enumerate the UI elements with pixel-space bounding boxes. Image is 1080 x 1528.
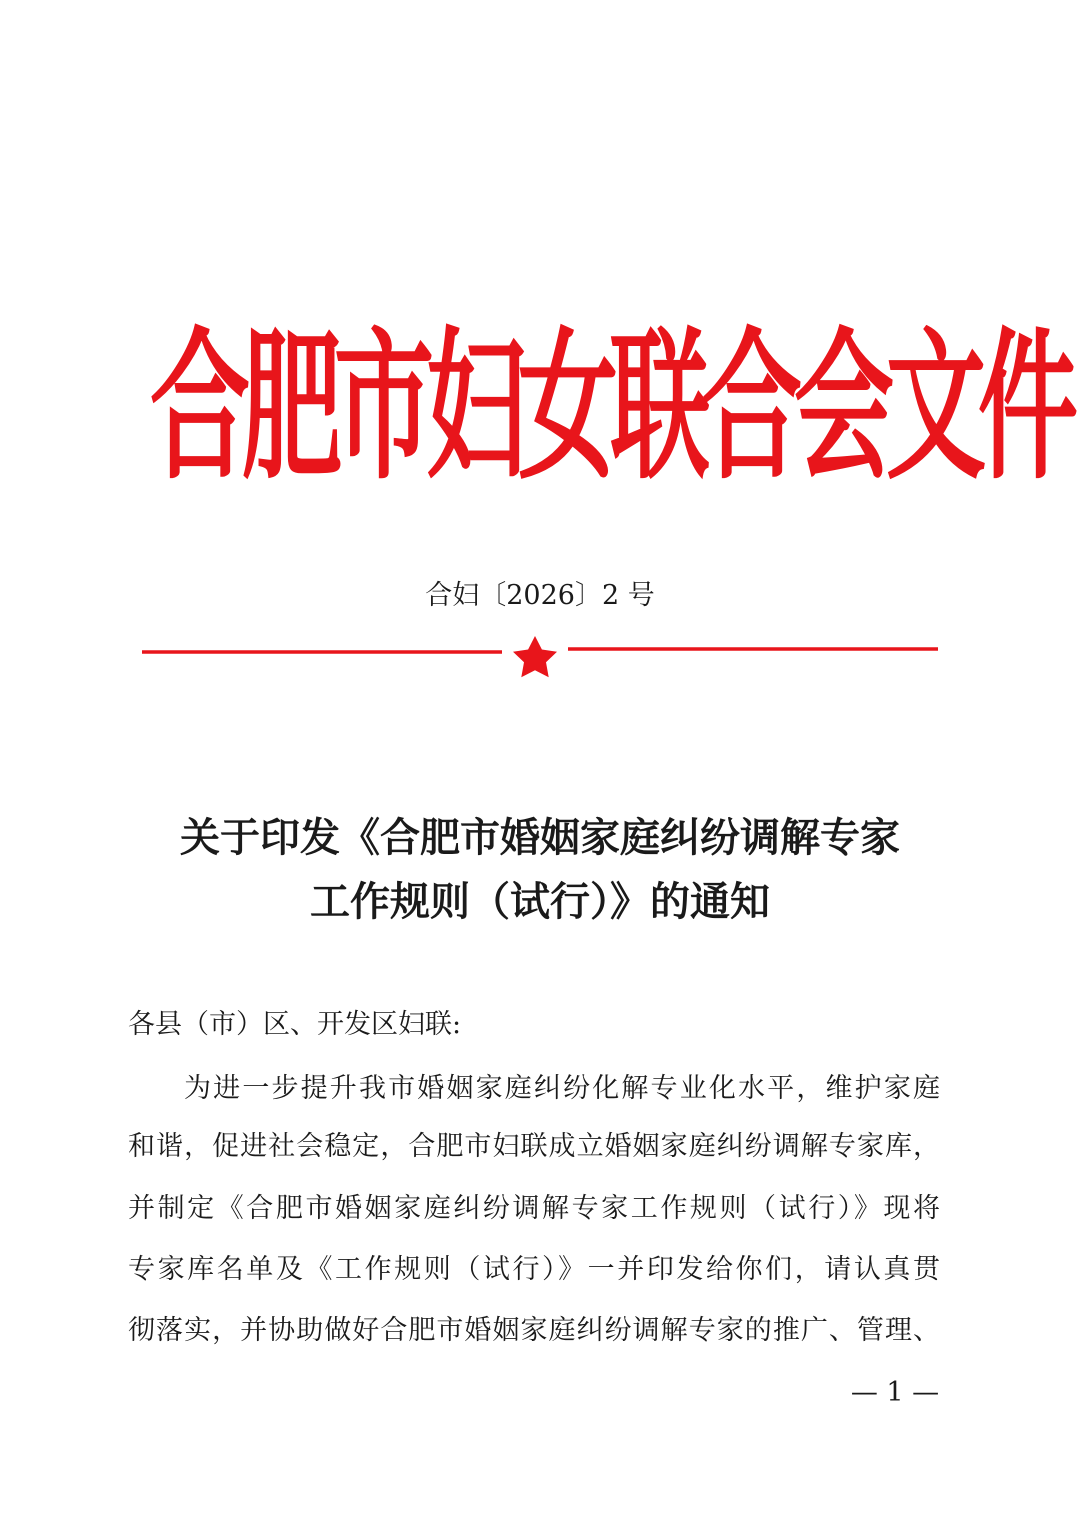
notice-title-line-2: 工作规则（试行）》的通知 <box>310 878 770 925</box>
red-star-icon <box>513 636 557 677</box>
body-line-3: 并制定《合肥市婚姻家庭纠纷调解专家工作规则（试行）》现将 <box>128 1193 940 1224</box>
page-number: — 1 — <box>850 1377 940 1408</box>
document-number: 合妇〔2026〕2 号 <box>425 580 655 611</box>
body-line-5: 彻落实，并协助做好合肥市婚姻家庭纠纷调解专家的推广、管理、 <box>128 1315 940 1346</box>
body-line-1: 为进一步提升我市婚姻家庭纠纷化解专业化水平，维护家庭 <box>184 1073 940 1104</box>
document-header-title: 合肥市妇女联合会文件 <box>150 312 1070 502</box>
body-line-2: 和谐，促进社会稳定，合肥市妇联成立婚姻家庭纠纷调解专家库， <box>128 1131 940 1162</box>
red-star-divider <box>142 630 938 690</box>
salutation: 各县（市）区、开发区妇联: <box>128 1009 462 1040</box>
notice-title-line-1: 关于印发《合肥市婚姻家庭纠纷调解专家 <box>180 814 900 861</box>
body-line-4: 专家库名单及《工作规则（试行）》一并印发给你们，请认真贯 <box>128 1254 940 1285</box>
